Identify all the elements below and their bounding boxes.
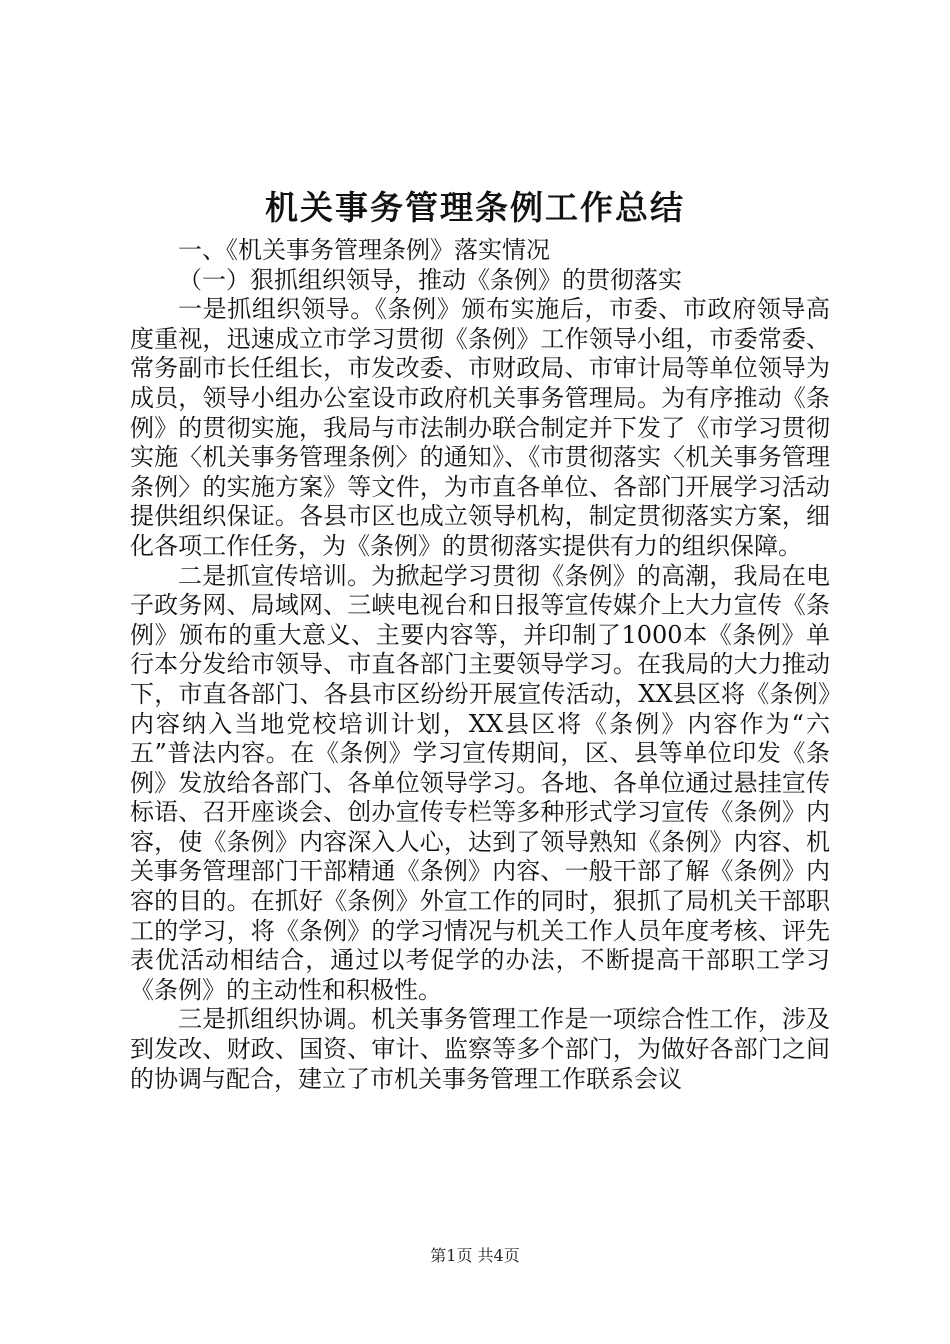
subsection-heading: （一）狠抓组织领导，推动《条例》的贯彻落实 — [178, 265, 682, 294]
section-heading: 一、《机关事务管理条例》落实情况 — [178, 236, 550, 264]
document-body — [130, 236, 830, 1094]
paragraph-organization-leadership: 一是抓组织领导。《条例》颁布实施后，市委、市政府领导高度重视，迅速成立市学习贯彻《条例》工作领导小组，市委常委、常务副市长任组长，市发改委、市财政局、市审计局等单位领导为成员，领导小组办公室设市政府机关事务管理局。为有序推动《条例》的贯彻实施，我局与市法制办联合制定并下发了《市学习贯彻实施〈机关事务管理条例〉的通知》、《市贯彻落实〈机关事务管理条例〉的实施方案》等文件，为市直各单位、各部门开展学习活动提供组织保证。各县市区也成立领导机构，制定贯彻落实方案，细化各项工作任务，为《条例》的贯彻落实提供有力的组织保障。 — [130, 295, 830, 560]
paragraph-publicity-training: 二是抓宣传培训。为掀起学习贯彻《条例》的高潮，我局在电子政务网、局域网、三峡电视台和日报等宣传媒介上大力宣传《条例》颁布的重大意义、主要内容等，并印制了1000本《条例》单行本分发给市领导、市直各部门主要领导学习。在我局的大力推动下，市直各部门、各县市区纷纷开展宣传活动，XX县区将《条例》内容纳入当地党校培训计划，XX县区将《条例》内容作为“六五”普法内容。在《条例》学习宣传期间，区、县等单位印发《条例》发放给各部门、各单位领导学习。各地、各单位通过悬挂宣传标语、召开座谈会、创办宣传专栏等多种形式学习宣传《条例》内容，使《条例》内容深入人心，达到了领导熟知《条例》内容、机关事务管理部门干部精通《条例》内容、一般干部了解《条例》内容的目的。在抓好《条例》外宣工作的同时，狠抓了局机关干部职工的学习，将《条例》的学习情况与机关工作人员年度考核、评先表优活动相结合，通过以考促学的办法，不断提高干部职工学习《条例》的主动性和积极性。 — [130, 561, 830, 1004]
paragraph-coordination: 三是抓组织协调。机关事务管理工作是一项综合性工作，涉及到发改、财政、国资、审计、监察等多个部门，为做好各部门之间的协调与配合，建立了市机关事务管理工作联系会议 — [130, 1005, 830, 1093]
document-title: 机关事务管理条例工作总结 — [265, 188, 685, 227]
page-number-footer: 第1页 共4页 — [430, 1246, 520, 1265]
